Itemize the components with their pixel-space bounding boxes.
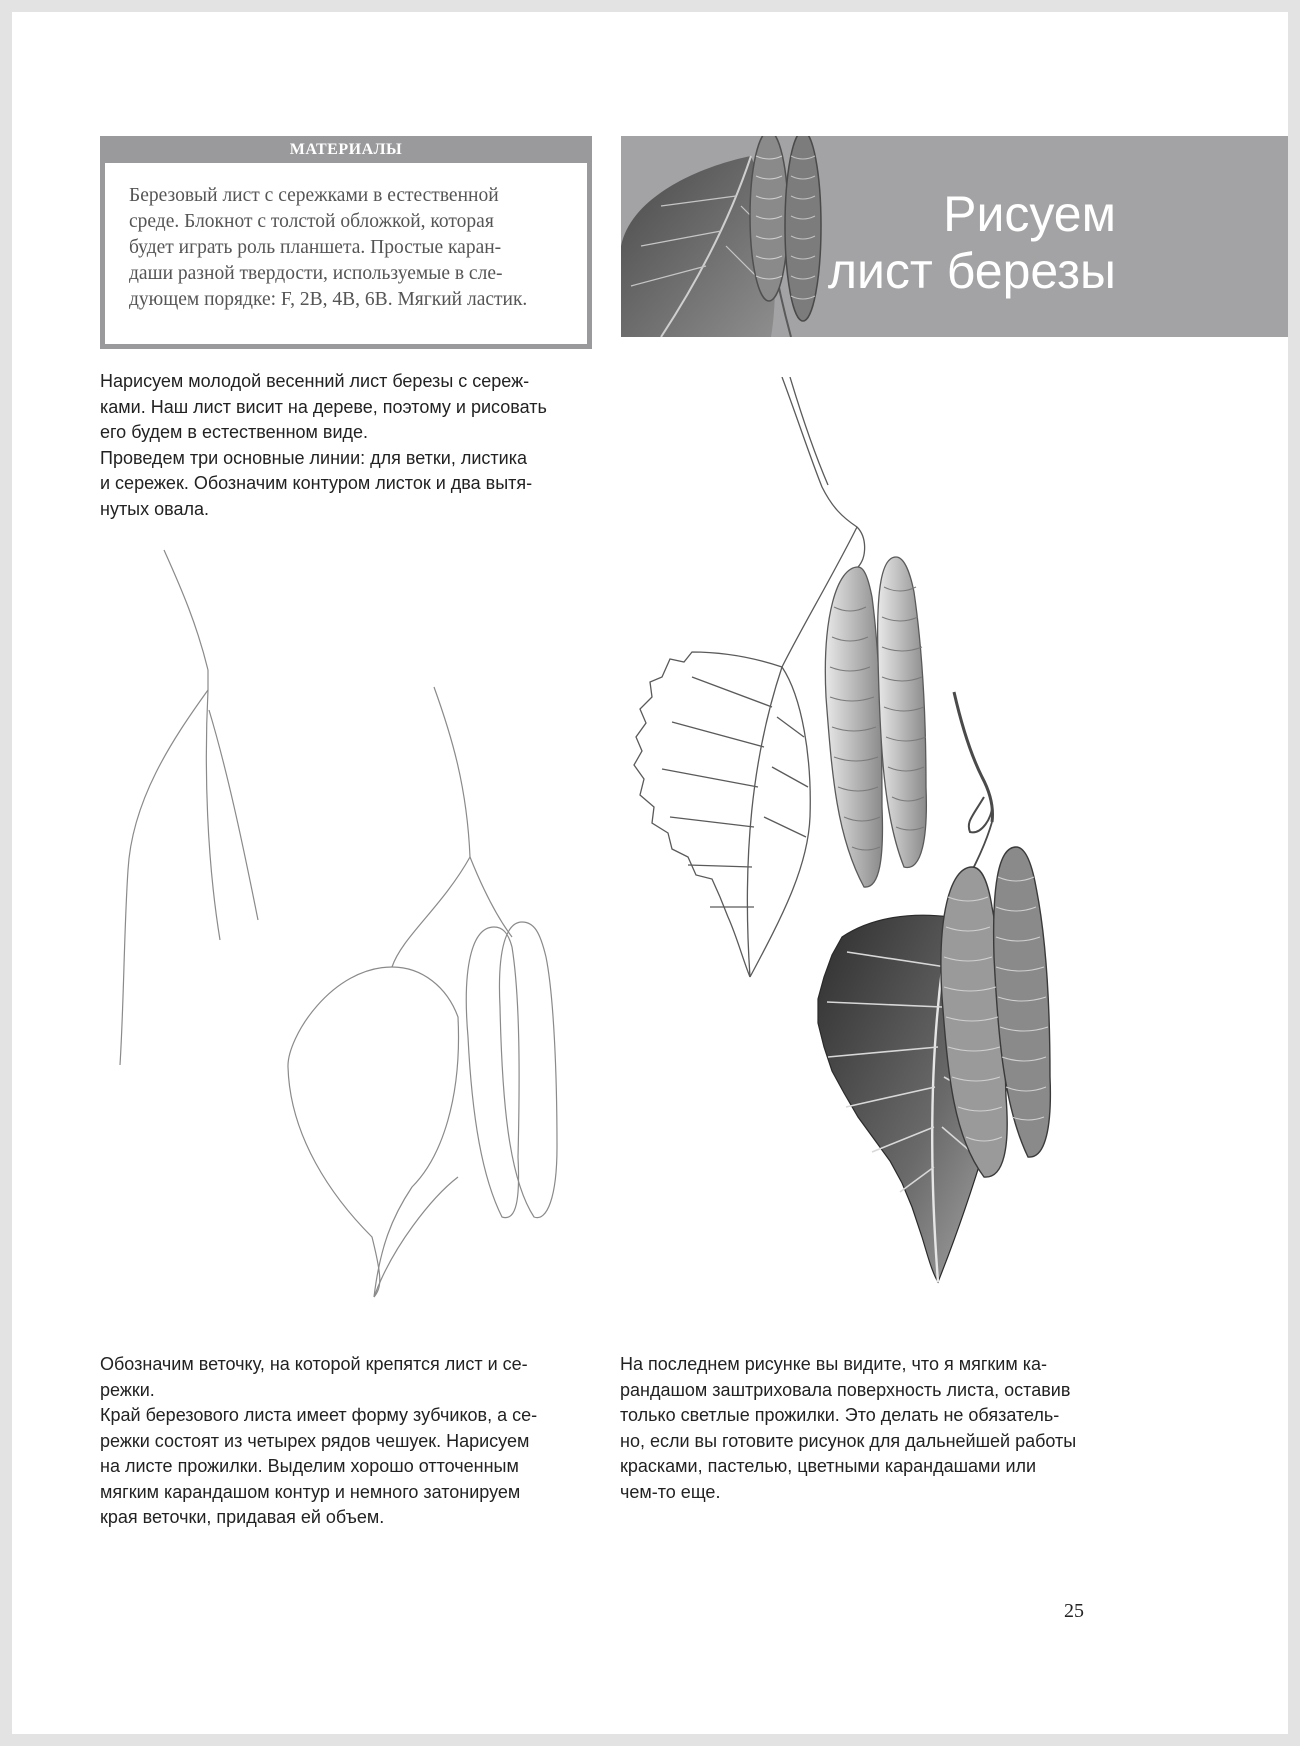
materials-heading: МАТЕРИАЛЫ — [289, 141, 403, 158]
step2-paragraph: Обозначим веточку, на которой крепятся лист и се- режки. Край березового листа имеет форму зубчиков, а се- режки состоят из четырех рядов чешуек. Нарисуем на листе прожилки. Выделим хорошо отточенным мягким карандашом контур и немного затонируем края веточки, придавая ей объем. — [100, 1354, 538, 1527]
title-banner — [621, 136, 1288, 337]
materials-box — [100, 136, 592, 349]
sketch-leaf-outline — [272, 677, 572, 1307]
materials-text: Березовый лист с сережками в естественной среде. Блокнот с толстой обложкой, которая будет играть роль планшета. Простые каран- даши разной твердости, используемые в сле- дующем порядке: F, 2B, 4B, 6B. Мягкий ластик. — [105, 163, 587, 344]
step3-paragraph: На последнем рисунке вы видите, что я мягким ка- рандашом заштриховала поверхность листа, оставив только светлые прожилки. Это делать не обязатель- но, если вы готовите рисунок для дальнейшей работы красками, пастелью, цветными карандашами или чем-то еще. — [620, 1354, 1077, 1502]
page-number: 25 — [1064, 1600, 1084, 1622]
book-page — [12, 12, 1288, 1734]
sketch-guide-lines — [112, 540, 292, 1070]
outlined-leaf-drawing — [634, 377, 926, 977]
finished-birch-drawing — [632, 377, 1152, 1327]
page-title: Рисуем лист березы — [827, 186, 1116, 299]
intro-paragraph: Нарисуем молодой весенний лист березы с сереж- ками. Наш лист висит на дереве, поэтому и рисовать его будем в естественном виде. Проведем три основные линии: для ветки, листика и сережек. Обозначим контуром листок и два вытя- нутых овала. — [100, 371, 547, 519]
